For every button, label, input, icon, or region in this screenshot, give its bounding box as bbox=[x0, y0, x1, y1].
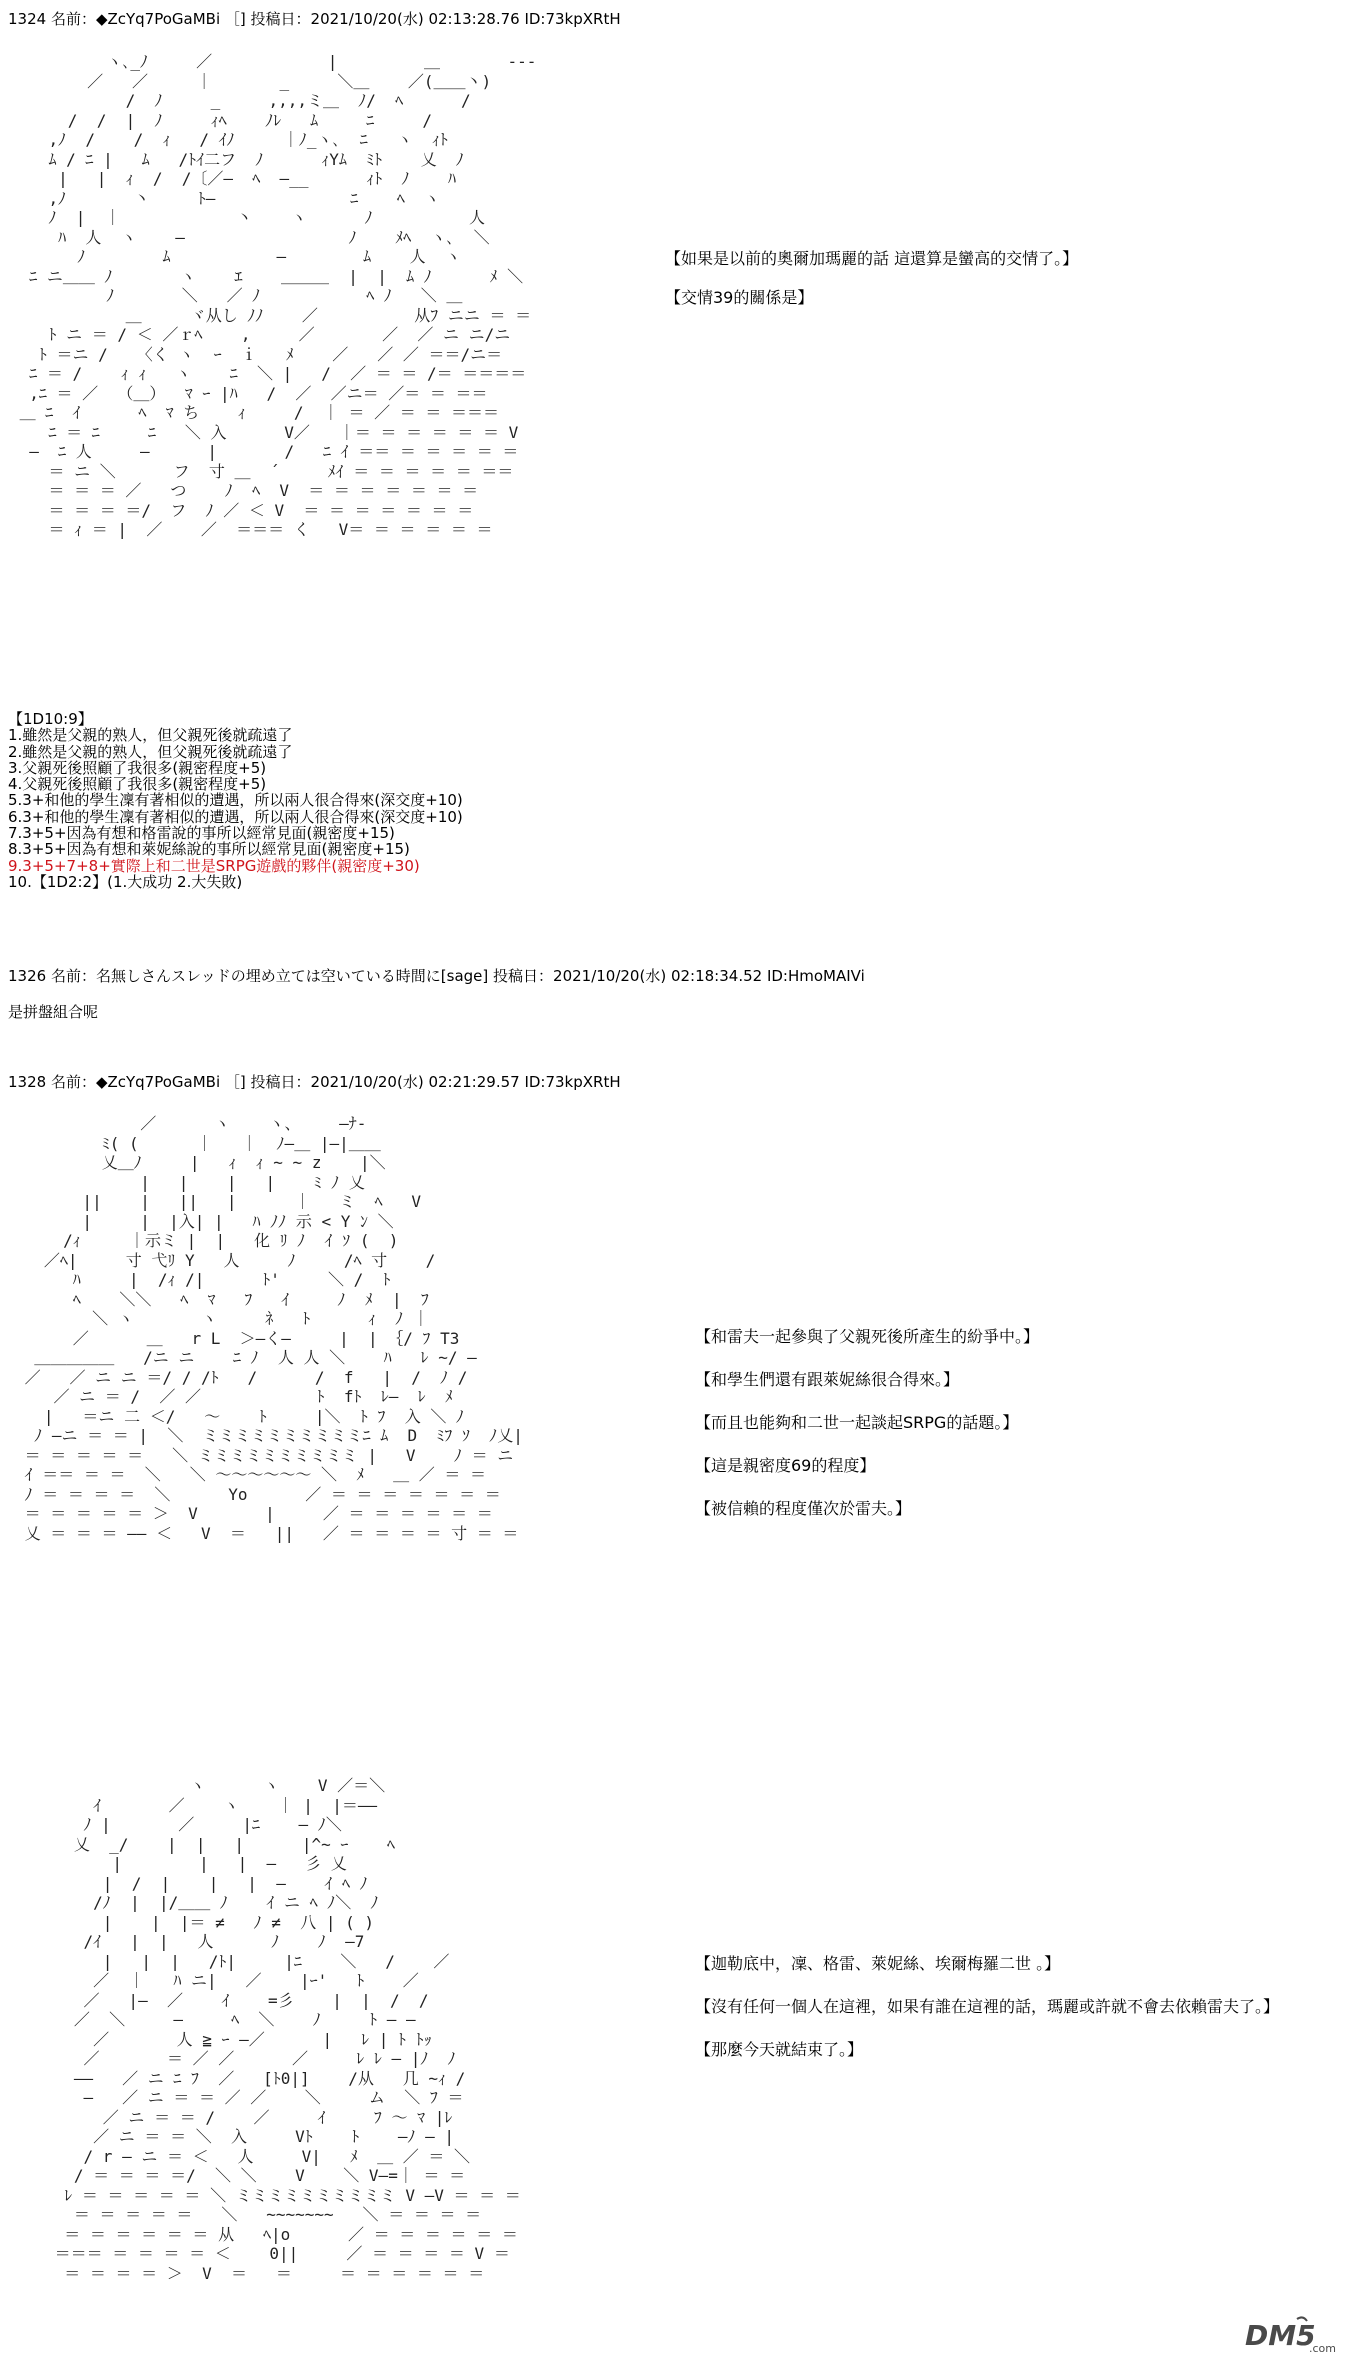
dice-item: 7.3+5+因為有想和格雷說的事所以經常見面(親密度+15) bbox=[8, 824, 395, 843]
dice-item-highlighted: 9.3+5+7+8+實際上和二世是SRPG遊戲的夥伴(親密度+30) bbox=[8, 856, 420, 875]
narration-line: 【和雷夫一起參與了父親死後所產生的紛爭中。】 bbox=[695, 1327, 1040, 1346]
dice-item: 1.雖然是父親的熟人，但父親死後就疏遠了 bbox=[8, 726, 293, 745]
post-header: 1326 名前：名無しさんスレッドの埋め立ては空いている時間に[sage] 投稿日：2021/10/20(水) 02:18:34.52 ID:HmoMAIVi bbox=[8, 967, 865, 985]
narration-block bbox=[695, 1955, 1279, 2084]
post-header: 1324 名前：◆ZcYq7PoGaMBi ［] 投稿日：2021/10/20(水) 02:13:28.76 ID:73kpXRtH bbox=[8, 10, 621, 28]
post-header: 1328 名前：◆ZcYq7PoGaMBi ［] 投稿日：2021/10/20(水) 02:21:29.57 ID:73kpXRtH bbox=[8, 1073, 621, 1091]
dice-item: 8.3+5+因為有想和萊妮絲說的事所以經常見面(親密度+15) bbox=[8, 840, 410, 859]
dice-title: 【1D10:9】 bbox=[8, 710, 93, 728]
site-logo bbox=[1243, 2315, 1347, 2355]
ascii-art-figure: ヽ ヽ V ／＝＼ ｲ ／ ヽ ｜ | |＝―― ﾉ | ／ |ﾆ ― ﾉ＼ 乂 _/ | | | |^~ ｰ ﾍ | | | ― 彡 乂 | / | | | ― ｲ ﾍ ﾉ /ﾉ | |/＿＿ ﾉ ｲ ニ ﾍ ﾉ＼ ﾉ | | |＝ ≠ ﾉ ≠ 八 | ( ) /ｲ | | 人 ﾉ ﾉ ―7 | | | /ﾄ| |ﾆ ＼ / ／ ／ ｜ ﾊ ニ| ／ |ｰ' ﾄ ／ ／ |― ／ ｲ =彡 | | / / ／ ＼ ― ﾍ ＼ ﾉ ﾄ ― ― ／ 人 ≧ ｰ ―／ | ﾚ | ﾄ ﾄｯ ／ ＝ ／ ／ ／ ﾚ ﾚ ― |ﾉ ﾉ ―― ／ ニ ﾆ ﾌ ／ [ﾄ0|] /从 几 ~ｨ / ― ／ ニ ＝ ＝ ／ ／ ＼ ム ＼ ﾌ ＝ ／ ニ ＝ ＝ / ／ ｲ ﾌ ～ ﾏ |ﾚ ／ ニ ＝ ＝ ＼ 入 Vﾄ ﾄ ―ﾉ ― | / r ― ニ ＝ ＜ 人 V| ﾒ ＿ ／ ＝ ＼ / ＝ ＝ ＝ ＝/ ＼ ＼ V ＼ V―=｜ ＝ ＝ ﾚ ＝ ＝ ＝ ＝ ＝ ＼ ミミミミミミミミミミ V ―V ＝ ＝ ＝ ＝ ＝ ＝ ＝ ＝ ＼ ~~~~~~~ ＼ ＝ ＝ ＝ ＝ ＝ ＝ ＝ ＝ ＝ ＝ 从 ﾍ|o ／ ＝ ＝ ＝ ＝ ＝ ＝ ＝＝＝ ＝ ＝ ＝ ＝ ＜ 0|| ／ ＝ ＝ ＝ ＝ V ＝ ＝ ＝ ＝ ＝ ＞ V ＝ ＝ ＝ ＝ ＝ ＝ ＝ ＝ bbox=[54, 1776, 521, 2283]
narration-block bbox=[665, 250, 1078, 328]
narration-block bbox=[695, 1328, 1039, 1543]
narration-line: 【被信賴的程度僅次於雷夫。】 bbox=[695, 1499, 912, 1518]
narration-line: 【交情39的關係是】 bbox=[665, 288, 814, 307]
narration-line: 【那麼今天就結束了。】 bbox=[695, 2040, 864, 2059]
narration-line: 【如果是以前的奧爾加瑪麗的話 這還算是蠻高的交情了。】 bbox=[665, 249, 1079, 268]
dice-item: 3.父親死後照顧了我很多(親密程度+5) bbox=[8, 758, 267, 777]
narration-line: 【沒有任何一個人在這裡，如果有誰在這裡的話，瑪麗或許就不會去依賴雷夫了。】 bbox=[695, 1997, 1280, 2016]
narration-line: 【而且也能夠和二世一起談起SRPG的話題。】 bbox=[695, 1413, 1019, 1432]
dice-item: 2.雖然是父親的熟人，但父親死後就疏遠了 bbox=[8, 742, 293, 761]
dice-item: 5.3+和他的學生凜有著相似的遭遇，所以兩人很合得來(深交度+10) bbox=[8, 791, 463, 810]
narration-line: 【和學生們還有跟萊妮絲很合得來。】 bbox=[695, 1370, 960, 1389]
dice-result-list bbox=[8, 711, 463, 890]
ascii-art-figure: ／ ヽ ヽ、 ―ﾅ- ﾐ( ( ｜ ｜ ﾉ―＿ |―|＿＿ 乂＿ﾉ | ｨ ｨ ~ ~ z |＼ | | | | ﾐ ﾉ 乂 || | || | ｜ ミ ﾍ V | | |入| | ﾊ ﾉﾉ 示 < Y ﾝ ＼ /ｨ ｜示ミ | | 化 ﾘ ﾉ ｲ ｿ ( ) ／ﾍ| 寸 弋ﾘ Y 人 ﾉ /ﾍ 寸 / ﾊ | /ｨ /| ﾄ' ＼ / ﾄ ﾍ ＼＼ ﾍ ﾏ ﾌ ｲ ﾉ ﾒ | ﾌ ＼ ヽ ヽ ﾈ ﾄ ｨ ﾉ ｜ ／ ＿ r L ＞―く― | | ｛/ ﾌ T3 ＿＿＿＿＿ /ニ ニ ﾆ ﾉ 人 人 ＼ ﾊ ﾚ ~/ ― ／ ／ ニ ニ ＝/ / /ﾄ / / f | / ﾉ / ／ ニ ＝ / ／ ／ ﾄ fﾄ ﾚ― ﾚ ﾒ | ＝ニ 二 ＜/ ～ ﾄ |＼ ﾄ ﾌ 入 ＼ ﾉ ﾉ ―ニ ＝ ＝ | ＼ ミミミミミミミミミミﾆ ﾑ D ﾐﾌ ｿ ﾉ乂| ＝ ＝ ＝ ＝ ＝ ＼ ミミミミミミミミミミ | V ﾉ ＝ ニ ｲ ＝＝ ＝ ＝ ＼ ＼ ～～～～～～ ＼ ﾒ ＿ ／ ＝ ＝ ﾉ ＝ ＝ ＝ ＝ ＼ Yo ／ ＝ ＝ ＝ ＝ ＝ ＝ ＝ ＝ ＝ ＝ ＝ ＝ ＞ V | ／ ＝ ＝ ＝ ＝ ＝ ＝ 乂 ＝ ＝ ＝ ―― ＜ V ＝ || ／ ＝ ＝ ＝ ＝ 寸 ＝ ＝ bbox=[24, 1114, 523, 1543]
post-body: 是拼盤組合呢 bbox=[8, 1003, 99, 1021]
narration-line: 【迦勒底中，凜、格雷、萊妮絲、埃爾梅羅二世 。】 bbox=[695, 1954, 1061, 1973]
ascii-art-figure: ヽ､_ﾉ ／ | ＿ ‐‐‐ ／ ／ ｜ _ ＼＿ ／(＿＿丶) / ﾉ _ ,,,,ミ＿ ﾉ/ ﾍ / / / | ﾉ ｨﾍ ﾉﾚ ﾑ ﾆ / ,ﾉ / / ｨ / ｲﾉ ｜ﾉ_ヽ､ ﾆ ヽ ｨﾄ ﾑ / ﾆ | ﾑ /ﾄｲ二フ ﾉ ｨYﾑ ﾐﾄ 乂 ﾉ | | ｨ / /〔／― ﾍ ―__ ｨﾄ ﾉ ﾊ ,ﾉ 丶 ﾄ― ﾆ ﾍ ヽ ﾉ | ｜ 丶 ヽ ﾉ 人 ﾊ 人 ヽ ― ﾉ ﾒﾍ ヽ､ ＼ ﾉ ﾑ ― ﾑ 人 ヽ ﾆ ニ＿＿ ﾉ ヽ ｴ ＿＿＿ | | ﾑ ﾉ ﾒ ＼ ﾉ ＼ ／ ﾉ ﾍ ﾉ ＼ ＿ ＿ ヾ从し ﾉﾉ ／ 从ﾌ ニニ ＝ ＝ ﾄ ニ ＝ / ＜ ／ｒﾍ , ／ ／ ／ ニ ニ/ニ ﾄ ＝ニ / 〈く ヽ ｰ ｉ ﾒ ／ ／ ／ ＝＝/ニ＝ ﾆ ＝ / ｨ ｨ ヽ ﾆ ＼ | / ／ ＝ ＝ /＝ ＝＝＝＝ ,ﾆ ＝ ／ （＿） ﾏ ｰ |ﾊ / ／ ／ニ＝ ／＝ ＝ ＝＝ ＿ ﾆ ｲ ﾍ ﾏ ち ｨ / ｜ ＝ ／ ＝ ＝ ＝＝＝ ﾆ ＝ ﾆ ﾆ ＼ 入 V／ ｜＝ ＝ ＝ ＝ ＝ ＝ V ― ﾆ 人 ― | / ﾆ ｲ ＝＝ ＝ ＝ ＝ ＝ ＝ ＝ ニ ＼ フ 寸 ＿ ´ ﾒｲ ＝ ＝ ＝ ＝ ＝ ＝＝ ＝ ＝ ＝ ／ つ ﾉ ﾍ V ＝ ＝ ＝ ＝ ＝ ＝ ＝ ＝ ＝ ＝ ＝/ フ ﾉ ／ ＜ V ＝ ＝ ＝ ＝ ＝ ＝ ＝ ＝ ｨ ＝ | ／ ／ ＝＝＝ く V＝ ＝ ＝ ＝ ＝ ＝ bbox=[19, 52, 537, 539]
narration-line: 【這是親密度69的程度】 bbox=[695, 1456, 876, 1475]
dice-item: 4.父親死後照顧了我很多(親密程度+5) bbox=[8, 775, 267, 794]
dice-item: 6.3+和他的學生凜有著相似的遭遇，所以兩人很合得來(深交度+10) bbox=[8, 807, 463, 826]
dice-item: 10.【1D2:2】(1.大成功 2.大失敗) bbox=[8, 872, 243, 891]
svg-text:.com: .com bbox=[1309, 2342, 1336, 2355]
svg-text:DM5: DM5 bbox=[1245, 2319, 1316, 2352]
